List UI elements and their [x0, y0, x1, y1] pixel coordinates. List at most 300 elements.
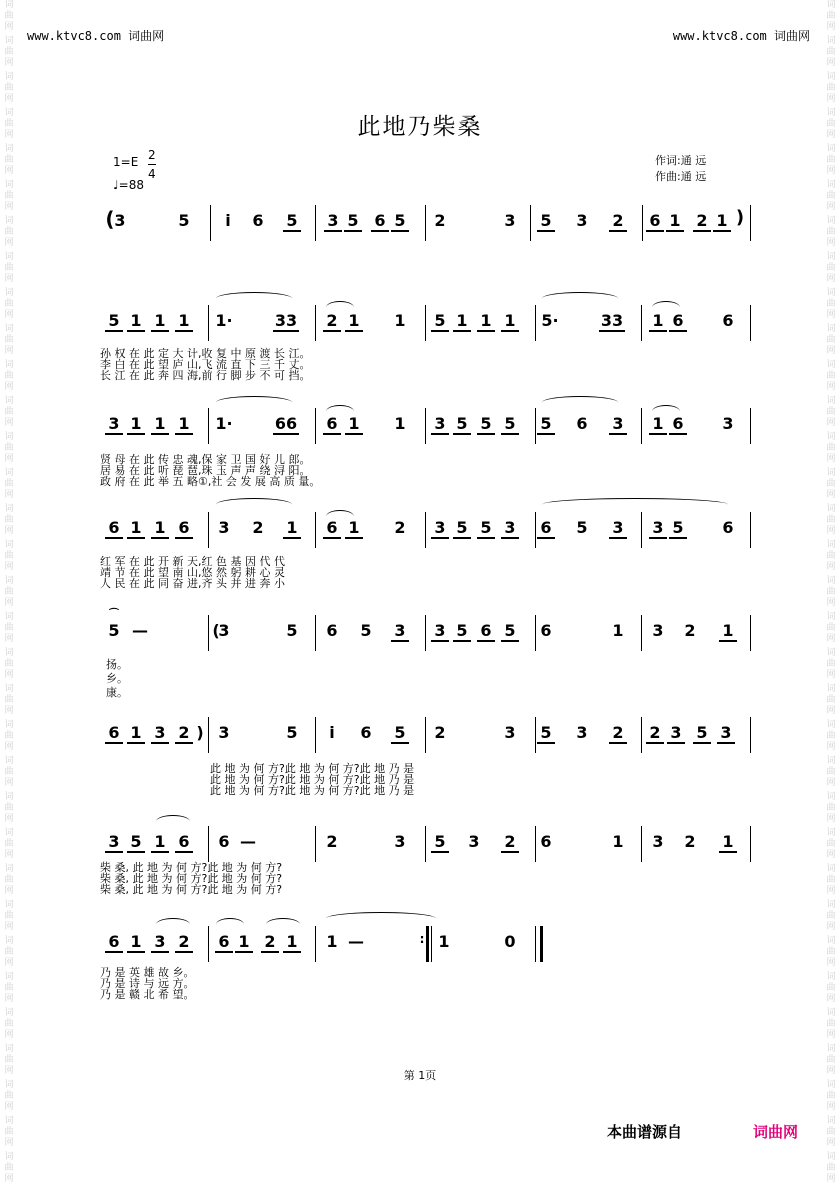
note: 2 [261, 932, 279, 953]
note: 1 [345, 311, 363, 332]
note: 3 [576, 211, 588, 230]
barline [425, 512, 426, 548]
watermark-text: 词曲网 [826, 864, 836, 896]
barline [315, 205, 316, 241]
note: 5 [576, 518, 588, 537]
lyric-line: 贤 母 在 此 传 忠 魂,保 家 卫 国 好 儿 郎。 [100, 453, 311, 466]
note: 5 [360, 621, 372, 640]
barline [425, 305, 426, 341]
barline [315, 826, 316, 862]
note: 3 [218, 723, 230, 742]
lyric-line: 此 地 为 何 方?此 地 为 何 方?此 地 乃 是 [210, 784, 415, 797]
watermark-text: 词曲网 [826, 216, 836, 248]
system-4 [100, 512, 760, 552]
watermark-text: 词曲网 [4, 180, 14, 212]
note: 6 [175, 832, 193, 853]
note: 2 [175, 723, 193, 744]
lyric-line: 乃 是 赣 北 希 望。 [100, 988, 195, 1001]
note: 1 [283, 518, 301, 539]
barline [425, 205, 426, 241]
note: 1 [394, 414, 406, 433]
note: 5 [537, 414, 555, 435]
barline [535, 615, 536, 651]
lyric-line: 居 易 在 此 听 琵 琶,珠 玉 声 声 绕 浔 阳。 [100, 464, 311, 477]
note: 5 [391, 211, 409, 232]
watermark-text: 词曲网 [4, 972, 14, 1004]
note: 1 [151, 518, 169, 539]
time-denominator: 4 [148, 164, 156, 183]
note: 3 [468, 832, 480, 851]
note: 1 [175, 311, 193, 332]
note: 1 [501, 311, 519, 332]
note: 6 [215, 932, 233, 953]
system-8 [100, 926, 760, 966]
lyric-line: 此 地 为 何 方?此 地 为 何 方?此 地 乃 是 [210, 773, 415, 786]
note: 5 [501, 621, 519, 642]
note: 1 [666, 211, 684, 232]
lyric-line: 柴 桑, 此 地 为 何 方?此 地 为 何 方? [100, 872, 283, 885]
note: 5 [431, 832, 449, 853]
barline [315, 408, 316, 444]
note: 2 [323, 311, 341, 332]
lyric-line: 靖 节 在 此 望 南 山,悠 然 躬 耕 心 灵 [100, 566, 285, 579]
note: 66 [274, 414, 298, 433]
paren-close: ) [735, 207, 745, 228]
note: 3 [324, 211, 342, 232]
paren-close: ) [196, 723, 204, 742]
source-label: 本曲谱源自 [607, 1123, 683, 1141]
lyric-line: 红 军 在 此 开 新 天,红 色 基 因 代 代 [100, 555, 285, 568]
note: 5 [453, 414, 471, 435]
note: 5 [286, 621, 298, 640]
barline [750, 408, 751, 444]
note: 1 [127, 932, 145, 953]
note: 3 [501, 518, 519, 539]
note: 2 [693, 211, 711, 232]
note: 1 [175, 414, 193, 435]
note: 1 [151, 414, 169, 435]
site-url-right[interactable]: www.ktvc8.com 词曲网 [672, 29, 810, 43]
barline [315, 305, 316, 341]
note: 1 [127, 311, 145, 332]
watermark-text: 词曲网 [826, 144, 836, 176]
watermark-text: 词曲网 [4, 360, 14, 392]
slur [542, 292, 618, 305]
watermark-text: 词曲网 [4, 756, 14, 788]
note: 33 [274, 311, 298, 330]
note: 1 [127, 518, 145, 539]
note: 2 [434, 723, 446, 742]
watermark-text: 词曲网 [826, 252, 836, 284]
slur [326, 912, 436, 925]
note: 3 [667, 723, 685, 744]
note: 1 [719, 832, 737, 853]
barline [750, 717, 751, 753]
time-numerator: 2 [148, 148, 156, 162]
note: 1 [394, 311, 406, 330]
barline [425, 717, 426, 753]
barline [535, 305, 536, 341]
note: 1 [649, 414, 667, 435]
system-3 [100, 408, 760, 448]
watermark-text: 词曲网 [826, 108, 836, 140]
barline [535, 826, 536, 862]
watermark-text: 词曲网 [826, 468, 836, 500]
watermark-text: 词曲网 [826, 396, 836, 428]
note: 6 [105, 932, 123, 953]
note: 1 [151, 311, 169, 332]
note: 6 [105, 723, 123, 744]
note: 2 [609, 211, 627, 232]
watermark-strip-right [824, 0, 838, 1184]
barline [208, 826, 209, 862]
barline [425, 615, 426, 651]
barline [750, 512, 751, 548]
note: 6 [540, 832, 552, 851]
watermark-text: 词曲网 [4, 1116, 14, 1148]
barline [425, 826, 426, 862]
tempo-value: =88 [118, 178, 144, 192]
note: 3 [431, 518, 449, 539]
note: 1 [235, 932, 253, 953]
watermark-text: 词曲网 [4, 828, 14, 860]
lyric-line: 李 白 在 此 望 庐 山,飞 流 直 下 三 千 丈。 [100, 358, 311, 371]
watermark-text: 词曲网 [826, 792, 836, 824]
note: 3 [609, 518, 627, 539]
note: 6 [722, 311, 734, 330]
watermark-text: 词曲网 [4, 504, 14, 536]
repeat-sign: : [419, 932, 425, 946]
watermark-text: 词曲网 [4, 288, 14, 320]
watermark-text: 词曲网 [826, 612, 836, 644]
note: 6 [537, 518, 555, 539]
watermark-text: 词曲网 [4, 900, 14, 932]
note: 2 [646, 723, 664, 744]
barline [315, 717, 316, 753]
note: 1 [719, 621, 737, 642]
barline [641, 717, 642, 753]
note: 1 [438, 932, 450, 951]
note: 2 [394, 518, 406, 537]
slur [216, 498, 292, 511]
note: 3 [717, 723, 735, 744]
barline [535, 512, 536, 548]
note: 33 [600, 311, 624, 330]
barline [535, 408, 536, 444]
watermark-text: 词曲网 [826, 648, 836, 680]
page-number: 第 1页 [403, 1069, 437, 1082]
paren-open: ( [105, 207, 115, 231]
lyric-line: 乃 是 诗 与 远 方。 [100, 977, 195, 990]
note: 5 [477, 518, 495, 539]
barline [641, 826, 642, 862]
note: 3 [218, 518, 230, 537]
note: 1 [477, 311, 495, 332]
note: 6 [371, 211, 389, 232]
note: 1 [453, 311, 471, 332]
key-signature: 1=E [113, 155, 139, 169]
note: 2 [252, 518, 264, 537]
note: 6 [669, 414, 687, 435]
note: 3 [722, 414, 734, 433]
watermark-text: 词曲网 [826, 288, 836, 320]
note: 5 [669, 518, 687, 539]
barline [315, 926, 316, 962]
note: 1 [345, 414, 363, 435]
watermark-text: 词曲网 [4, 0, 14, 32]
watermark-text: 词曲网 [826, 972, 836, 1004]
time-signature [148, 146, 156, 183]
note: 1· [215, 311, 233, 330]
note: 2 [684, 832, 696, 851]
note: 6 [323, 518, 341, 539]
note: 1 [612, 832, 624, 851]
lyric-line: 乡。 [106, 672, 128, 685]
watermark-text: 词曲网 [4, 252, 14, 284]
note: 3 [609, 414, 627, 435]
watermark-text: 词曲网 [4, 864, 14, 896]
note: 3 [218, 621, 230, 640]
note: 6 [323, 414, 341, 435]
note: 3 [394, 832, 406, 851]
note: 3 [649, 518, 667, 539]
final-barline [540, 926, 543, 962]
note: 1 [127, 723, 145, 744]
watermark-text: 词曲网 [826, 360, 836, 392]
barline [208, 717, 209, 753]
slur [542, 498, 728, 511]
barline [208, 305, 209, 341]
note: 6 [646, 211, 664, 232]
watermark-text: 词曲网 [826, 72, 836, 104]
watermark-text: 词曲网 [4, 1152, 14, 1184]
watermark-text: 词曲网 [4, 432, 14, 464]
note: 6 [722, 518, 734, 537]
system-2 [100, 305, 760, 345]
note: 5 [501, 414, 519, 435]
watermark-text: 词曲网 [4, 936, 14, 968]
note: 6 [252, 211, 264, 230]
note: 3 [504, 211, 516, 230]
slur [216, 292, 292, 305]
note: 1 [127, 414, 145, 435]
barline [210, 205, 211, 241]
note: 6 [540, 621, 552, 640]
watermark-strip-left [2, 0, 16, 1184]
note: 6 [477, 621, 495, 642]
lyric-line: 孙 权 在 此 定 大 计,收 复 中 原 渡 长 江。 [100, 347, 311, 360]
barline [208, 512, 209, 548]
watermark-text: 词曲网 [4, 1008, 14, 1040]
note: 1 [326, 932, 338, 951]
note: 5 [537, 211, 555, 232]
repeat-barline [426, 926, 429, 962]
lyric-line: 政 府 在 此 举 五 略①,社 会 发 展 高 质 量。 [100, 475, 321, 488]
song-title: 此地乃柴桑 [357, 114, 483, 140]
barline [315, 615, 316, 651]
note: 5 [391, 723, 409, 744]
barline [535, 717, 536, 753]
barline [750, 305, 751, 341]
watermark-text: 词曲网 [826, 1116, 836, 1148]
system-6 [100, 717, 760, 757]
barline [425, 408, 426, 444]
note: 1 [345, 518, 363, 539]
watermark-text: 词曲网 [4, 1080, 14, 1112]
barline [208, 408, 209, 444]
watermark-text: 词曲网 [826, 1152, 836, 1184]
fermata-icon: ⌒ [109, 609, 119, 620]
note: 5 [453, 621, 471, 642]
note: 2 [175, 932, 193, 953]
watermark-text: 词曲网 [826, 540, 836, 572]
note: 3 [151, 723, 169, 744]
lyric-line: 康。 [106, 686, 128, 699]
note: 6 [175, 518, 193, 539]
barline [535, 926, 536, 962]
note: 6 [576, 414, 588, 433]
note: 5 [283, 211, 301, 232]
note: 1 [649, 311, 667, 332]
barline [750, 615, 751, 651]
watermark-text: 词曲网 [826, 1044, 836, 1076]
note: 2 [326, 832, 338, 851]
watermark-text: 词曲网 [826, 684, 836, 716]
watermark-text: 词曲网 [826, 1008, 836, 1040]
dash: — [240, 832, 256, 851]
barline [641, 305, 642, 341]
paren-open: ( [212, 621, 220, 640]
note: 3 [431, 414, 449, 435]
note: 5 [127, 832, 145, 853]
note: i [225, 211, 231, 230]
watermark-text: 词曲网 [4, 324, 14, 356]
watermark-text: 词曲网 [826, 936, 836, 968]
note: 1· [215, 414, 233, 433]
note: 5 [108, 621, 120, 640]
note: 5 [178, 211, 190, 230]
barline [750, 826, 751, 862]
note: 3 [151, 932, 169, 953]
lyric-line: 柴 桑, 此 地 为 何 方?此 地 为 何 方? [100, 883, 283, 896]
note: 0 [504, 932, 516, 951]
lyric-line: 扬。 [106, 658, 128, 671]
system-5 [100, 609, 760, 655]
note: 6 [360, 723, 372, 742]
watermark-text: 词曲网 [826, 432, 836, 464]
watermark-text: 词曲网 [4, 36, 14, 68]
note: 3 [652, 832, 664, 851]
note: 1 [713, 211, 731, 232]
note: 3 [391, 621, 409, 642]
system-7 [100, 826, 760, 866]
dash: — [132, 621, 148, 640]
watermark-text: 词曲网 [4, 684, 14, 716]
watermark-text: 词曲网 [826, 36, 836, 68]
credits [655, 153, 706, 185]
note: 3 [576, 723, 588, 742]
watermark-text: 词曲网 [4, 396, 14, 428]
note: 3 [504, 723, 516, 742]
watermark-text: 词曲网 [826, 756, 836, 788]
watermark-text: 词曲网 [826, 720, 836, 752]
note: 5 [453, 518, 471, 539]
note: 2 [434, 211, 446, 230]
note: 5 [477, 414, 495, 435]
note: 6 [218, 832, 230, 851]
quarter-note-icon: ♩ [113, 178, 119, 192]
lyric-line: 此 地 为 何 方?此 地 为 何 方?此 地 乃 是 [210, 762, 415, 775]
lyric-line: 人 民 在 此 同 奋 进,齐 头 并 进 奔 小 [100, 577, 285, 590]
watermark-text: 词曲网 [4, 648, 14, 680]
watermark-text: 词曲网 [826, 900, 836, 932]
note: 3 [652, 621, 664, 640]
note: 2 [501, 832, 519, 853]
dash: — [348, 932, 364, 951]
note: 3 [431, 621, 449, 642]
site-url-left[interactable]: www.ktvc8.com 词曲网 [27, 29, 165, 43]
lyric-line: 长 江 在 此 奔 四 海,前 行 脚 步 不 可 挡。 [100, 369, 311, 382]
lyricist: 作词:通 远 [655, 154, 707, 167]
note: i [329, 723, 335, 742]
watermark-text: 词曲网 [4, 612, 14, 644]
watermark-text: 词曲网 [826, 1080, 836, 1112]
note: 5· [541, 311, 559, 330]
watermark-text: 词曲网 [4, 576, 14, 608]
note: 5 [431, 311, 449, 332]
system-1 [100, 205, 760, 245]
note: 1 [283, 932, 301, 953]
note: 5 [693, 723, 711, 744]
watermark-text: 词曲网 [4, 468, 14, 500]
composer: 作曲:通 远 [655, 170, 707, 183]
watermark-text: 词曲网 [826, 576, 836, 608]
lyric-line: 乃 是 英 雄 故 乡。 [100, 966, 195, 979]
note: 5 [105, 311, 123, 332]
watermark-text: 词曲网 [4, 72, 14, 104]
watermark-text: 词曲网 [4, 540, 14, 572]
source-site-link[interactable]: 词曲网 [753, 1123, 799, 1141]
barline [431, 926, 432, 962]
watermark-text: 词曲网 [4, 108, 14, 140]
watermark-text: 词曲网 [4, 1044, 14, 1076]
note: 5 [344, 211, 362, 232]
watermark-text: 词曲网 [826, 324, 836, 356]
watermark-text: 词曲网 [826, 828, 836, 860]
note: 5 [286, 723, 298, 742]
note: 5 [537, 723, 555, 744]
note: 6 [105, 518, 123, 539]
note: 3 [105, 414, 123, 435]
barline [641, 512, 642, 548]
watermark-text: 词曲网 [826, 504, 836, 536]
note: 2 [684, 621, 696, 640]
watermark-text: 词曲网 [4, 792, 14, 824]
note: 3 [114, 211, 126, 230]
note: 3 [105, 832, 123, 853]
barline [315, 512, 316, 548]
note: 6 [669, 311, 687, 332]
note: 6 [326, 621, 338, 640]
watermark-text: 词曲网 [826, 180, 836, 212]
tempo-marking [113, 178, 144, 192]
note: 1 [612, 621, 624, 640]
watermark-text: 词曲网 [4, 720, 14, 752]
watermark-text: 词曲网 [4, 144, 14, 176]
lyric-line: 柴 桑, 此 地 为 何 方?此 地 为 何 方? [100, 861, 283, 874]
barline [642, 205, 643, 241]
barline [208, 926, 209, 962]
